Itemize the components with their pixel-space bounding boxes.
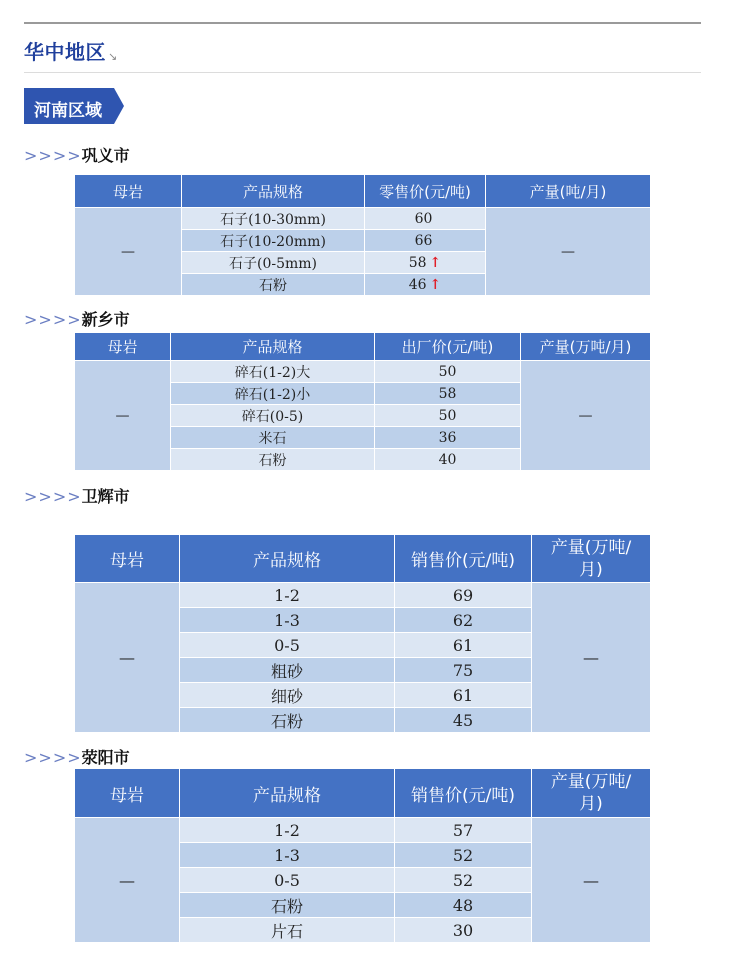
price-cell: 61 <box>395 683 532 708</box>
region-title <box>24 36 118 65</box>
price-cell: 57 <box>395 818 532 843</box>
price-cell: 58 <box>375 383 521 405</box>
city-heading-xingyang <box>24 745 130 768</box>
header-rock: 母岩 <box>75 175 182 208</box>
chevrons: >>>> <box>24 146 82 165</box>
header-price: 销售价(元/吨) <box>395 535 532 583</box>
price-table-xingyang <box>74 768 651 943</box>
spec-cell: 1-3 <box>180 608 395 633</box>
price-cell: 69 <box>395 583 532 608</box>
city-heading-xinxiang <box>24 307 130 330</box>
rock-cell: — <box>75 208 182 296</box>
price-value: 46 <box>408 276 427 293</box>
city-heading-gongyi <box>24 143 130 166</box>
output-cell: — <box>521 361 651 471</box>
spec-cell: 1-2 <box>180 583 395 608</box>
rock-cell: — <box>75 583 180 733</box>
spec-cell: 1-3 <box>180 843 395 868</box>
spec-cell: 石粉 <box>180 708 395 733</box>
price-table-xinxiang <box>74 332 651 471</box>
output-cell: — <box>486 208 651 296</box>
spec-cell: 粗砂 <box>180 658 395 683</box>
city-name: 荥阳市 <box>81 748 130 767</box>
output-cell: — <box>532 818 651 943</box>
table-header-row <box>75 535 651 583</box>
spec-cell: 碎石(1-2)小 <box>171 383 375 405</box>
price-cell <box>365 252 486 274</box>
price-cell: 50 <box>375 405 521 427</box>
spec-cell: 1-2 <box>180 818 395 843</box>
header-rock: 母岩 <box>75 333 171 361</box>
spec-cell: 石子(0-5mm) <box>182 252 365 274</box>
title-divider <box>24 72 701 73</box>
header-output: 产量(万吨/月) <box>532 769 651 818</box>
price-cell: 50 <box>375 361 521 383</box>
price-cell: 30 <box>395 918 532 943</box>
header-price: 销售价(元/吨) <box>395 769 532 818</box>
chevrons: >>>> <box>24 748 82 767</box>
city-name: 卫辉市 <box>81 487 130 506</box>
header-output: 产量(万吨/月) <box>532 535 651 583</box>
spec-cell: 0-5 <box>180 633 395 658</box>
header-rock: 母岩 <box>75 535 180 583</box>
price-cell: 52 <box>395 868 532 893</box>
chevrons: >>>> <box>24 310 82 329</box>
header-spec: 产品规格 <box>171 333 375 361</box>
spec-cell: 石粉 <box>171 449 375 471</box>
chevrons: >>>> <box>24 487 82 506</box>
price-value: 58 <box>408 254 427 271</box>
spec-cell: 石子(10-30mm) <box>182 208 365 230</box>
header-spec: 产品规格 <box>180 535 395 583</box>
rock-cell: — <box>75 818 180 943</box>
spec-cell: 碎石(1-2)大 <box>171 361 375 383</box>
spec-cell: 细砂 <box>180 683 395 708</box>
price-cell <box>365 230 486 252</box>
table-row <box>75 818 651 843</box>
price-cell: 62 <box>395 608 532 633</box>
table-header-row <box>75 175 651 208</box>
header-output: 产量(万吨/月) <box>521 333 651 361</box>
header-rock: 母岩 <box>75 769 180 818</box>
price-value: 60 <box>414 210 433 227</box>
spec-cell: 米石 <box>171 427 375 449</box>
spec-cell: 0-5 <box>180 868 395 893</box>
rock-cell: — <box>75 361 171 471</box>
top-divider <box>24 22 701 24</box>
price-cell: 75 <box>395 658 532 683</box>
header-price: 零售价(元/吨) <box>365 175 486 208</box>
price-cell: 40 <box>375 449 521 471</box>
trend-up-icon: ↑ <box>429 254 442 271</box>
header-spec: 产品规格 <box>182 175 365 208</box>
price-value: 66 <box>414 232 433 249</box>
table-row <box>75 361 651 383</box>
province-label: 河南区域 <box>34 101 102 121</box>
price-cell: 36 <box>375 427 521 449</box>
city-name: 新乡市 <box>81 310 130 329</box>
price-table-weihui <box>74 534 651 733</box>
region-arrow-icon: ↘ <box>108 51 118 63</box>
table-row <box>75 208 651 230</box>
price-cell <box>365 208 486 230</box>
spec-cell: 片石 <box>180 918 395 943</box>
spec-cell: 碎石(0-5) <box>171 405 375 427</box>
header-output: 产量(吨/月) <box>486 175 651 208</box>
table-row <box>75 583 651 608</box>
price-cell: 61 <box>395 633 532 658</box>
city-heading-weihui <box>24 484 130 507</box>
price-table-gongyi <box>74 174 651 296</box>
spec-cell: 石子(10-20mm) <box>182 230 365 252</box>
table-header-row <box>75 333 651 361</box>
header-price: 出厂价(元/吨) <box>375 333 521 361</box>
province-banner <box>24 88 124 124</box>
city-name: 巩义市 <box>81 146 130 165</box>
spec-cell: 石粉 <box>180 893 395 918</box>
header-spec: 产品规格 <box>180 769 395 818</box>
price-cell: 52 <box>395 843 532 868</box>
price-cell <box>365 274 486 296</box>
price-cell: 48 <box>395 893 532 918</box>
region-title-text: 华中地区 <box>24 42 106 64</box>
price-cell: 45 <box>395 708 532 733</box>
table-header-row <box>75 769 651 818</box>
trend-up-icon: ↑ <box>429 276 442 293</box>
output-cell: — <box>532 583 651 733</box>
spec-cell: 石粉 <box>182 274 365 296</box>
